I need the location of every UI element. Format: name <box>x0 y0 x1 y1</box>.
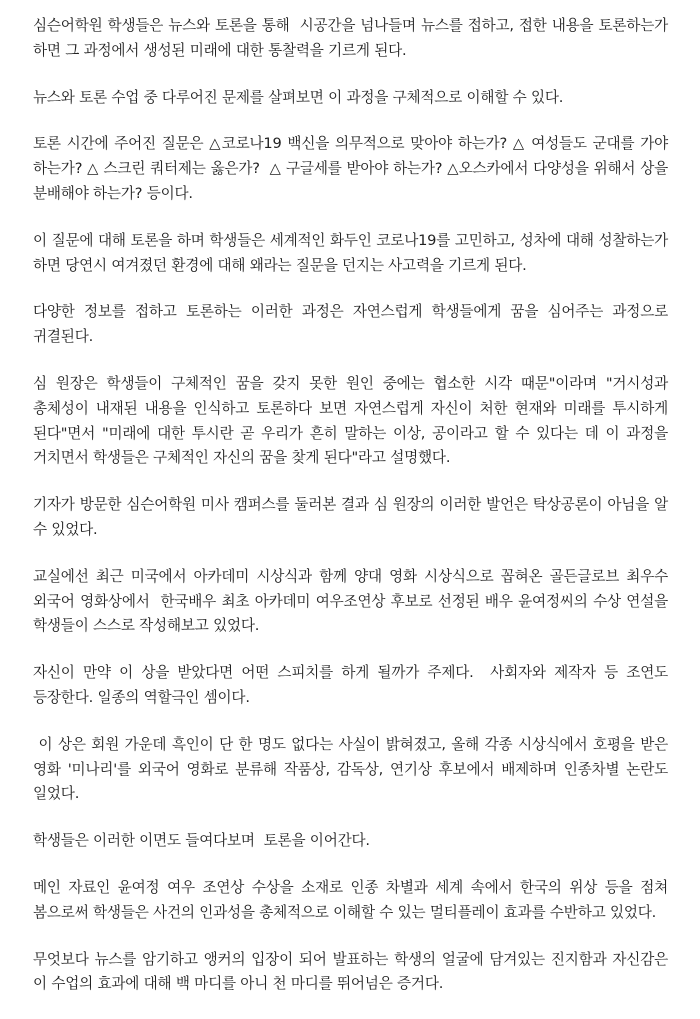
article-body <box>33 14 673 1019</box>
paragraph: 무엇보다 뉴스를 암기하고 앵커의 입장이 되어 발표하는 학생의 얼굴에 담겨있는 진지함과 자신감은 이 수업의 효과에 대해 백 마디를 아니 천 마디를 뛰어넘은 증거다. <box>33 950 673 993</box>
paragraph: 교실에선 최근 미국에서 아카데미 시상식과 함께 양대 영화 시상식으로 꼽혀온 골든글로브 최우수 외국어 영화상에서 한국배우 최초 아카데미 여우조연상 후보로 선정된 배우 윤여정씨의 수상 연설을 학생들이 스스로 작성해보고 있었다. <box>33 567 673 635</box>
paragraph: 메인 자료인 윤여정 여우 조연상 수상을 소재로 인종 차별과 세계 속에서 한국의 위상 등을 점쳐 봄으로써 학생들은 사건의 인과성을 총체적으로 이해할 수 있는 멀티플레이 효과를 수반하고 있었다. <box>33 878 673 921</box>
paragraph: 이 질문에 대해 토론을 하며 학생들은 세계적인 화두인 코로나19를 고민하고, 성차에 대해 성찰하는가 하면 당연시 여겨졌던 환경에 대해 왜라는 질문을 던지는 사고력을 기르게 된다. <box>33 231 673 274</box>
paragraph: 심 원장은 학생들이 구체적인 꿈을 갖지 못한 원인 중에는 협소한 시각 때문"이라며 "거시성과 총체성이 내재된 내용을 인식하고 토론하다 보면 자연스럽게 자신이 처한 현재와 미래를 투시하게 된다"면서 "미래에 대한 투시란 곧 우리가 흔히 말하는 이상, 공이라고 할 수 있다는 데 이 과정을 거치면서 학생들은 구체적인 자신의 꿈을 찾게 된다"라고 설명했다. <box>33 374 673 467</box>
paragraph: 심슨어학원 학생들은 뉴스와 토론을 통해 시공간을 넘나들며 뉴스를 접하고, 접한 내용을 토론하는가 하면 그 과정에서 생성된 미래에 대한 통찰력을 기르게 된다. <box>33 17 673 59</box>
paragraph: 자신이 만약 이 상을 받았다면 어떤 스피치를 하게 될까가 주제다. 사회자와 제작자 등 조연도 등장한다. 일종의 역할극인 셈이다. <box>33 664 673 706</box>
paragraph: 이 상은 회원 가운데 흑인이 단 한 명도 없다는 사실이 밝혀졌고, 올해 각종 시상식에서 호평을 받은 영화 '미나리'를 외국어 영화로 분류해 작품상, 감독상, 연기상 후보에서 배제하며 인종차별 논란도 일었다. <box>33 735 673 803</box>
paragraph: 뉴스와 토론 수업 중 다루어진 문제를 살펴보면 이 과정을 구체적으로 이해할 수 있다. <box>33 88 564 106</box>
paragraph: 토론 시간에 주어진 질문은 △코로나19 백신을 의무적으로 맞아야 하는가? △ 여성들도 군대를 가야 하는가? △ 스크린 쿼터제는 옳은가? △ 구글세를 받아야 하는가? △오스카에서 다양성을 위해서 상을 분배해야 하는가? 등이다. <box>33 135 673 202</box>
paragraph: 학생들은 이러한 이면도 들여다보며 토론을 이어간다. <box>33 832 370 850</box>
paragraph: 다양한 정보를 접하고 토론하는 이러한 과정은 자연스럽게 학생들에게 꿈을 심어주는 과정으로 귀결된다. <box>33 303 673 346</box>
paragraph: 기자가 방문한 심슨어학원 미사 캠퍼스를 둘러본 결과 심 원장의 이러한 발언은 탁상공론이 아님을 알 수 있었다. <box>33 496 673 538</box>
